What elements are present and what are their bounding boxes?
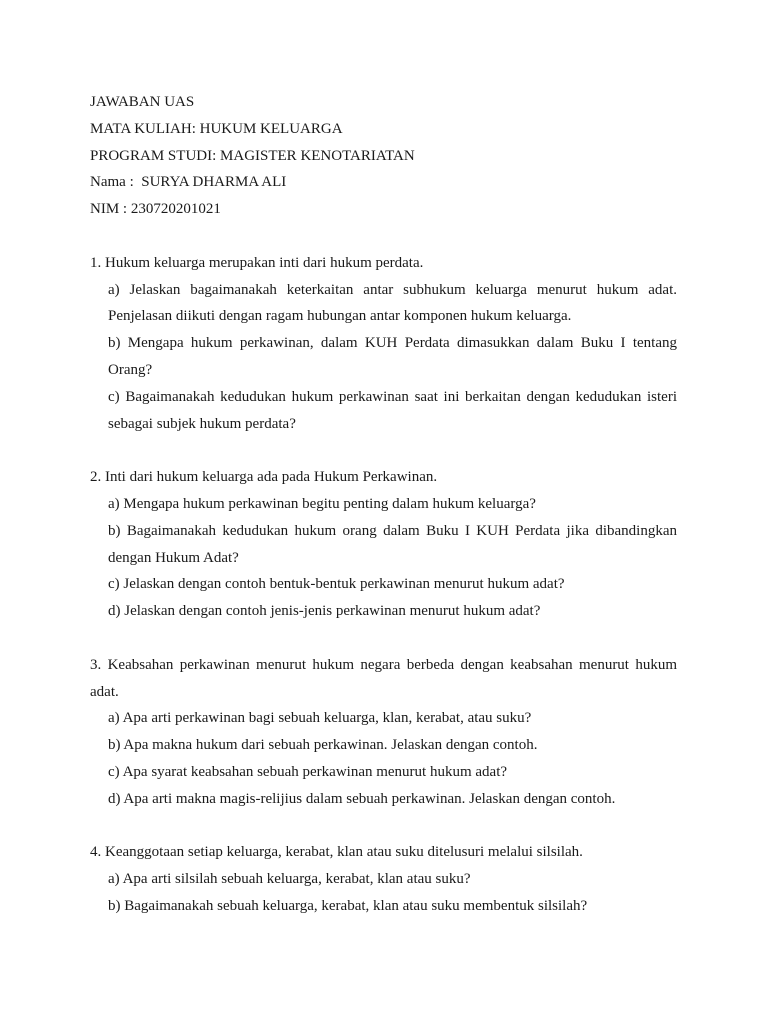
- question-sub-item: b) Bagaimanakah kedudukan hukum orang dalam Buku I KUH Perdata jika dibandingkan dengan Hukum Adat?: [108, 522, 677, 566]
- document-title: JAWABAN UAS: [90, 94, 195, 110]
- question-sub-item: a) Apa arti silsilah sebuah keluarga, kerabat, klan atau suku?: [108, 871, 471, 888]
- question-1: [90, 250, 677, 438]
- question-sub-item: a) Jelaskan bagaimanakah keterkaitan antar subhukum keluarga menurut hukum adat. Penjelasan diikuti dengan ragam hubungan antar komponen hukum keluarga.: [108, 281, 677, 325]
- question-3: [90, 652, 677, 813]
- question-statement: 2. Inti dari hukum keluarga ada pada Hukum Perkawinan.: [90, 469, 438, 486]
- question-statement: 4. Keanggotaan setiap keluarga, kerabat, klan atau suku ditelusuri melalui silsilah.: [90, 844, 583, 861]
- question-sub-item: b) Mengapa hukum perkawinan, dalam KUH Perdata dimasukkan dalam Buku I tentang Orang?: [108, 335, 677, 378]
- question-sub-item: c) Jelaskan dengan contoh bentuk-bentuk perkawinan menurut hukum adat?: [108, 576, 565, 593]
- question-sub-item: c) Apa syarat keabsahan sebuah perkawinan menurut hukum adat?: [108, 763, 508, 780]
- question-sub-item: b) Bagaimanakah sebuah keluarga, kerabat, klan atau suku membentuk silsilah?: [108, 897, 588, 914]
- question-statement: 3. Keabsahan perkawinan menurut hukum negara berbeda dengan keabsahan menurut hukum adat.: [90, 656, 677, 700]
- program-line: PROGRAM STUDI: MAGISTER KENOTARIATAN: [90, 147, 415, 164]
- question-sub-item: a) Apa arti perkawinan bagi sebuah keluarga, klan, kerabat, atau suku?: [108, 710, 532, 727]
- course-line: MATA KULIAH: HUKUM KELUARGA: [90, 120, 343, 137]
- document-header: [90, 89, 677, 223]
- question-sub-item: d) Jelaskan dengan contoh jenis-jenis perkawinan menurut hukum adat?: [108, 603, 541, 620]
- question-2: [90, 464, 677, 625]
- question-sub-item: c) Bagaimanakah kedudukan hukum perkawinan saat ini berkaitan dengan kedudukan isteri sebagai subjek hukum perdata?: [108, 388, 677, 432]
- question-sub-item: a) Mengapa hukum perkawinan begitu penting dalam hukum keluarga?: [108, 495, 536, 512]
- question-sub-item: b) Apa makna hukum dari sebuah perkawinan. Jelaskan dengan contoh.: [108, 737, 538, 754]
- question-statement: 1. Hukum keluarga merupakan inti dari hukum perdata.: [90, 254, 424, 271]
- question-4: [90, 839, 677, 919]
- student-nim-line: NIM : 230720201021: [90, 201, 221, 218]
- student-name-line: Nama : SURYA DHARMA ALI: [90, 174, 287, 191]
- question-sub-item: d) Apa arti makna magis-relijius dalam sebuah perkawinan. Jelaskan dengan contoh.: [108, 790, 616, 807]
